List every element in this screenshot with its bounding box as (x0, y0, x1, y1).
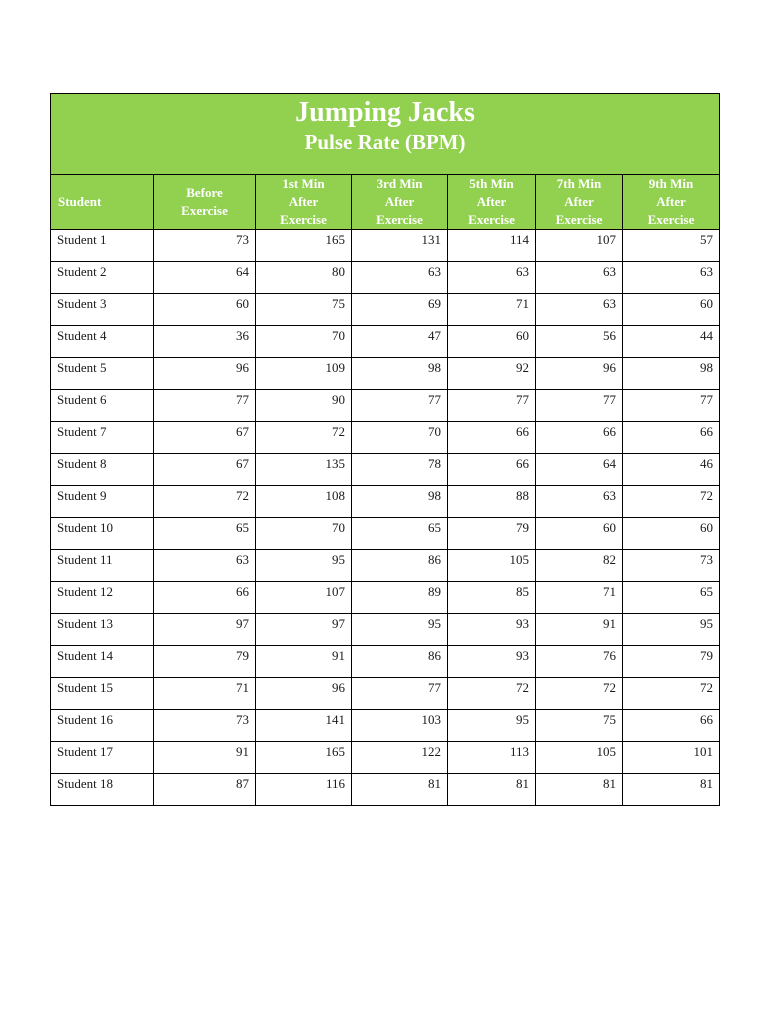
pulse-value-cell: 60 (623, 294, 720, 326)
pulse-value-cell: 103 (352, 710, 448, 742)
pulse-value-cell: 46 (623, 454, 720, 486)
pulse-value-cell: 63 (536, 486, 623, 518)
table-row (51, 390, 720, 422)
student-name-cell: Student 2 (51, 262, 154, 294)
pulse-value-cell: 73 (154, 710, 256, 742)
pulse-value-cell: 135 (256, 454, 352, 486)
student-name-cell: Student 11 (51, 550, 154, 582)
pulse-value-cell: 122 (352, 742, 448, 774)
pulse-value-cell: 70 (352, 422, 448, 454)
pulse-value-cell: 89 (352, 582, 448, 614)
pulse-value-cell: 60 (154, 294, 256, 326)
column-header-line: After (384, 194, 415, 209)
pulse-value-cell: 105 (448, 550, 536, 582)
pulse-value-cell: 79 (448, 518, 536, 550)
student-name-cell: Student 18 (51, 774, 154, 806)
pulse-value-cell: 60 (623, 518, 720, 550)
pulse-value-cell: 95 (623, 614, 720, 646)
pulse-value-cell: 85 (448, 582, 536, 614)
pulse-value-cell: 63 (448, 262, 536, 294)
table-row (51, 710, 720, 742)
student-name-cell: Student 16 (51, 710, 154, 742)
column-header-line: After (476, 194, 507, 209)
pulse-value-cell: 81 (536, 774, 623, 806)
table-row (51, 486, 720, 518)
pulse-value-cell: 72 (623, 678, 720, 710)
pulse-value-cell: 65 (623, 582, 720, 614)
pulse-value-cell: 78 (352, 454, 448, 486)
pulse-value-cell: 73 (623, 550, 720, 582)
pulse-value-cell: 63 (536, 294, 623, 326)
column-header-line: Exercise (647, 212, 695, 227)
pulse-value-cell: 73 (154, 230, 256, 262)
pulse-value-cell: 88 (448, 486, 536, 518)
student-name-cell: Student 7 (51, 422, 154, 454)
column-header-line: Student (58, 194, 102, 209)
student-name-cell: Student 10 (51, 518, 154, 550)
column-header-line: After (288, 194, 319, 209)
student-name-cell: Student 9 (51, 486, 154, 518)
table-row (51, 742, 720, 774)
column-header-line: 3rd Min (376, 176, 423, 191)
table-row (51, 614, 720, 646)
pulse-value-cell: 66 (623, 710, 720, 742)
column-header (448, 175, 536, 230)
column-header-line: Exercise (376, 212, 423, 227)
column-header-line: Exercise (468, 212, 515, 227)
pulse-value-cell: 67 (154, 454, 256, 486)
table-row (51, 262, 720, 294)
table-title: Jumping Jacks (295, 97, 475, 128)
pulse-value-cell: 71 (536, 582, 623, 614)
pulse-value-cell: 57 (623, 230, 720, 262)
pulse-value-cell: 107 (256, 582, 352, 614)
pulse-value-cell: 76 (536, 646, 623, 678)
pulse-value-cell: 66 (536, 422, 623, 454)
pulse-value-cell: 71 (154, 678, 256, 710)
column-header (352, 175, 448, 230)
pulse-value-cell: 86 (352, 646, 448, 678)
pulse-value-cell: 82 (536, 550, 623, 582)
pulse-rate-table (50, 93, 720, 806)
pulse-value-cell: 66 (448, 422, 536, 454)
pulse-value-cell: 109 (256, 358, 352, 390)
student-name-cell: Student 17 (51, 742, 154, 774)
table-subtitle: Pulse Rate (BPM) (304, 130, 466, 154)
pulse-value-cell: 93 (448, 646, 536, 678)
column-header-line: 5th Min (469, 176, 514, 191)
pulse-value-cell: 113 (448, 742, 536, 774)
pulse-value-cell: 63 (154, 550, 256, 582)
table-row (51, 294, 720, 326)
table-title-block (51, 94, 720, 175)
pulse-value-cell: 98 (352, 358, 448, 390)
table-row (51, 358, 720, 390)
pulse-value-cell: 65 (154, 518, 256, 550)
student-name-cell: Student 12 (51, 582, 154, 614)
column-header-line: 1st Min (282, 176, 325, 191)
pulse-value-cell: 70 (256, 326, 352, 358)
pulse-value-cell: 108 (256, 486, 352, 518)
pulse-value-cell: 165 (256, 742, 352, 774)
pulse-value-cell: 79 (154, 646, 256, 678)
pulse-value-cell: 92 (448, 358, 536, 390)
pulse-value-cell: 98 (352, 486, 448, 518)
student-name-cell: Student 5 (51, 358, 154, 390)
pulse-value-cell: 107 (536, 230, 623, 262)
table-row (51, 230, 720, 262)
pulse-value-cell: 70 (256, 518, 352, 550)
column-header-line: 9th Min (648, 176, 694, 191)
column-header-line: Exercise (181, 203, 228, 218)
pulse-value-cell: 65 (352, 518, 448, 550)
table-row (51, 582, 720, 614)
pulse-value-cell: 116 (256, 774, 352, 806)
pulse-value-cell: 105 (536, 742, 623, 774)
pulse-value-cell: 72 (623, 486, 720, 518)
table-row (51, 326, 720, 358)
student-name-cell: Student 4 (51, 326, 154, 358)
student-name-cell: Student 15 (51, 678, 154, 710)
pulse-value-cell: 101 (623, 742, 720, 774)
pulse-value-cell: 81 (352, 774, 448, 806)
pulse-value-cell: 91 (154, 742, 256, 774)
pulse-value-cell: 66 (154, 582, 256, 614)
pulse-value-cell: 80 (256, 262, 352, 294)
table-row (51, 550, 720, 582)
pulse-value-cell: 47 (352, 326, 448, 358)
pulse-value-cell: 131 (352, 230, 448, 262)
pulse-value-cell: 64 (536, 454, 623, 486)
column-header-line: Exercise (280, 212, 327, 227)
student-name-cell: Student 14 (51, 646, 154, 678)
pulse-value-cell: 75 (536, 710, 623, 742)
pulse-value-cell: 98 (623, 358, 720, 390)
pulse-value-cell: 60 (536, 518, 623, 550)
student-name-cell: Student 13 (51, 614, 154, 646)
pulse-value-cell: 95 (256, 550, 352, 582)
column-header (256, 175, 352, 230)
table-row (51, 774, 720, 806)
pulse-value-cell: 97 (256, 614, 352, 646)
pulse-value-cell: 86 (352, 550, 448, 582)
column-header-line: 7th Min (556, 176, 602, 191)
pulse-value-cell: 77 (352, 390, 448, 422)
pulse-value-cell: 60 (448, 326, 536, 358)
pulse-value-cell: 165 (256, 230, 352, 262)
pulse-value-cell: 56 (536, 326, 623, 358)
student-name-cell: Student 1 (51, 230, 154, 262)
pulse-value-cell: 63 (536, 262, 623, 294)
pulse-value-cell: 67 (154, 422, 256, 454)
student-name-cell: Student 8 (51, 454, 154, 486)
pulse-value-cell: 77 (536, 390, 623, 422)
table-body (51, 230, 720, 806)
pulse-value-cell: 77 (623, 390, 720, 422)
pulse-value-cell: 90 (256, 390, 352, 422)
pulse-value-cell: 63 (623, 262, 720, 294)
pulse-value-cell: 36 (154, 326, 256, 358)
pulse-value-cell: 69 (352, 294, 448, 326)
column-header (154, 175, 256, 230)
pulse-value-cell: 91 (536, 614, 623, 646)
pulse-value-cell: 77 (352, 678, 448, 710)
pulse-value-cell: 64 (154, 262, 256, 294)
pulse-value-cell: 79 (623, 646, 720, 678)
pulse-value-cell: 77 (154, 390, 256, 422)
pulse-value-cell: 81 (448, 774, 536, 806)
pulse-value-cell: 75 (256, 294, 352, 326)
table-row (51, 422, 720, 454)
student-name-cell: Student 3 (51, 294, 154, 326)
pulse-value-cell: 81 (623, 774, 720, 806)
pulse-value-cell: 77 (448, 390, 536, 422)
column-header-line: Before (186, 185, 223, 200)
pulse-value-cell: 91 (256, 646, 352, 678)
pulse-value-cell: 72 (448, 678, 536, 710)
pulse-value-cell: 96 (536, 358, 623, 390)
pulse-value-cell: 66 (448, 454, 536, 486)
pulse-value-cell: 72 (536, 678, 623, 710)
pulse-value-cell: 87 (154, 774, 256, 806)
pulse-value-cell: 63 (352, 262, 448, 294)
pulse-value-cell: 95 (352, 614, 448, 646)
pulse-value-cell: 96 (256, 678, 352, 710)
pulse-value-cell: 96 (154, 358, 256, 390)
student-name-cell: Student 6 (51, 390, 154, 422)
pulse-value-cell: 95 (448, 710, 536, 742)
pulse-value-cell: 141 (256, 710, 352, 742)
pulse-value-cell: 93 (448, 614, 536, 646)
pulse-value-cell: 114 (448, 230, 536, 262)
pulse-value-cell: 72 (154, 486, 256, 518)
table-row (51, 454, 720, 486)
pulse-value-cell: 72 (256, 422, 352, 454)
column-header (536, 175, 623, 230)
table-row (51, 646, 720, 678)
pulse-value-cell: 97 (154, 614, 256, 646)
column-header-row (51, 175, 720, 230)
column-header-line: Exercise (555, 212, 603, 227)
pulse-value-cell: 44 (623, 326, 720, 358)
column-header-student (51, 175, 154, 230)
pulse-value-cell: 71 (448, 294, 536, 326)
pulse-value-cell: 66 (623, 422, 720, 454)
column-header-line: After (656, 194, 686, 209)
table-row (51, 518, 720, 550)
column-header (623, 175, 720, 230)
table-row (51, 678, 720, 710)
column-header-line: After (564, 194, 594, 209)
